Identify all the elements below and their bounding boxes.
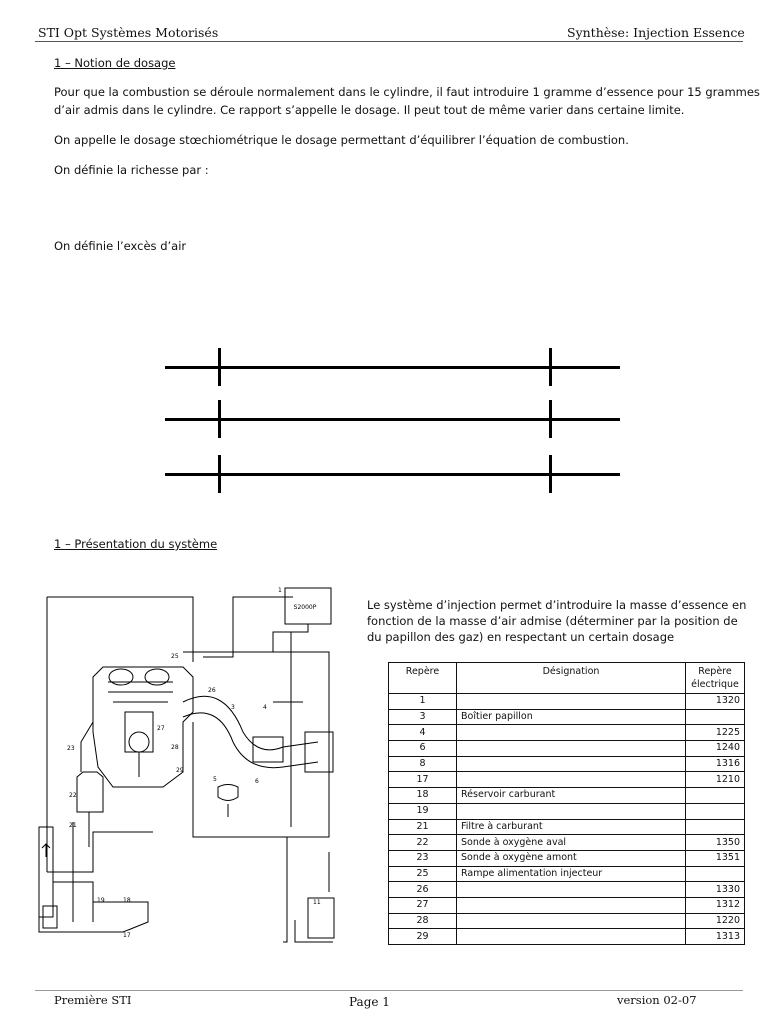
scale-tick-left-1	[218, 348, 221, 386]
cell-designation	[457, 725, 686, 741]
cell-repere: 28	[389, 913, 457, 929]
cell-designation	[457, 756, 686, 772]
col-header-repere-electrique: Repère électrique	[686, 663, 745, 694]
cell-repere: 18	[389, 788, 457, 804]
cell-designation: Réservoir carburant	[457, 788, 686, 804]
cell-repere-electrique: 1330	[686, 882, 745, 898]
cell-repere: 1	[389, 694, 457, 710]
section-heading-presentation: 1 – Présentation du système	[54, 537, 218, 551]
cell-designation: Rampe alimentation injecteur	[457, 866, 686, 882]
callout-11: 11	[313, 899, 321, 906]
system-description-line3: du papillon des gaz) en respectant un certain dosage	[367, 630, 675, 644]
cell-repere-electrique: 1210	[686, 772, 745, 788]
scale-tick-left-2	[218, 400, 221, 438]
col-header-repere: Repère	[389, 663, 457, 694]
table-row	[389, 882, 745, 898]
callout-6: 6	[255, 778, 259, 785]
callout-25: 25	[171, 653, 179, 660]
table-row	[389, 897, 745, 913]
header-divider	[35, 41, 743, 42]
cell-repere: 6	[389, 741, 457, 757]
scale-tick-right-1	[549, 348, 552, 386]
cell-designation	[457, 897, 686, 913]
cell-repere-electrique: 1316	[686, 756, 745, 772]
cell-designation	[457, 913, 686, 929]
table-row	[389, 913, 745, 929]
cell-repere-electrique	[686, 866, 745, 882]
callout-1: 1	[278, 587, 282, 594]
paragraph-richesse: On définie la richesse par :	[54, 163, 209, 177]
table-row	[389, 725, 745, 741]
cell-repere: 3	[389, 709, 457, 725]
table-row	[389, 835, 745, 851]
cell-repere: 4	[389, 725, 457, 741]
paragraph-dosage-line1: Pour que la combustion se déroule normalement dans le cylindre, il faut introduire 1 gramme d’essence pour 15 grammes	[54, 85, 760, 99]
callout-26: 26	[208, 687, 216, 694]
table-row	[389, 709, 745, 725]
callout-21: 21	[69, 822, 77, 829]
table-row	[389, 788, 745, 804]
cell-repere: 23	[389, 850, 457, 866]
cell-repere: 27	[389, 897, 457, 913]
injection-system-diagram	[33, 582, 351, 962]
cell-repere-electrique: 1350	[686, 835, 745, 851]
callout-27: 27	[157, 725, 165, 732]
cell-designation	[457, 772, 686, 788]
callout-4: 4	[263, 704, 267, 711]
paragraph-dosage-line2: d’air admis dans le cylindre. Ce rapport s’appelle le dosage. Il peut tout de même varier dans certaine limite.	[54, 103, 685, 117]
system-description-line1: Le système d’injection permet d’introduire la masse d’essence en	[367, 598, 747, 612]
cell-repere-electrique: 1225	[686, 725, 745, 741]
table-row	[389, 772, 745, 788]
scale-tick-right-3	[549, 455, 552, 493]
callout-19: 19	[97, 897, 105, 904]
scale-tick-left-3	[218, 455, 221, 493]
cell-repere: 21	[389, 819, 457, 835]
cell-repere: 29	[389, 929, 457, 945]
cell-designation	[457, 929, 686, 945]
callout-17: 17	[123, 932, 131, 939]
footer-class: Première STI	[54, 993, 132, 1007]
cell-repere-electrique	[686, 803, 745, 819]
cell-repere: 17	[389, 772, 457, 788]
header-subject: Synthèse: Injection Essence	[567, 25, 745, 40]
cell-designation: Sonde à oxygène aval	[457, 835, 686, 851]
footer-divider	[35, 990, 743, 991]
callout-18: 18	[123, 897, 131, 904]
cell-designation	[457, 882, 686, 898]
section-heading-dosage: 1 – Notion de dosage	[54, 56, 176, 70]
cell-designation: Sonde à oxygène amont	[457, 850, 686, 866]
cell-repere-electrique: 1351	[686, 850, 745, 866]
table-row	[389, 866, 745, 882]
col-header-designation: Désignation	[457, 663, 686, 694]
component-table	[388, 662, 745, 945]
cell-repere-electrique	[686, 709, 745, 725]
callout-22: 22	[69, 792, 77, 799]
header-title: STI Opt Systèmes Motorisés	[38, 25, 219, 40]
cell-designation	[457, 694, 686, 710]
cell-designation: Filtre à carburant	[457, 819, 686, 835]
table-row	[389, 850, 745, 866]
callout-29: 29	[176, 767, 184, 774]
cell-repere: 19	[389, 803, 457, 819]
ecu-label: S2000P	[293, 604, 317, 611]
cell-repere-electrique: 1240	[686, 741, 745, 757]
callout-3: 3	[231, 704, 235, 711]
catalytic-converter	[77, 772, 103, 812]
table-row	[389, 756, 745, 772]
table-row	[389, 741, 745, 757]
paragraph-exces-air: On définie l’excès d’air	[54, 239, 187, 253]
cell-designation	[457, 803, 686, 819]
cell-repere: 22	[389, 835, 457, 851]
footer-page-number: Page 1	[349, 995, 390, 1009]
callout-28: 28	[171, 744, 179, 751]
cell-repere-electrique: 1220	[686, 913, 745, 929]
footer-version: version 02-07	[617, 993, 697, 1007]
cell-repere: 8	[389, 756, 457, 772]
table-row	[389, 929, 745, 945]
cell-repere-electrique	[686, 819, 745, 835]
cell-repere-electrique: 1312	[686, 897, 745, 913]
callout-5: 5	[213, 776, 217, 783]
cell-repere: 26	[389, 882, 457, 898]
cell-repere-electrique: 1320	[686, 694, 745, 710]
system-description-line2: fonction de la masse d’air admise (déterminer par la position de	[367, 614, 738, 628]
cell-repere: 25	[389, 866, 457, 882]
callout-23: 23	[67, 745, 75, 752]
scale-tick-right-2	[549, 400, 552, 438]
table-row	[389, 803, 745, 819]
cell-designation	[457, 741, 686, 757]
cell-designation: Boîtier papillon	[457, 709, 686, 725]
table-row	[389, 694, 745, 710]
table-row	[389, 819, 745, 835]
cell-repere-electrique	[686, 788, 745, 804]
paragraph-stoechiometrique: On appelle le dosage stœchiométrique le dosage permettant d’équilibrer l’équation de combustion.	[54, 133, 629, 147]
cell-repere-electrique: 1313	[686, 929, 745, 945]
table-header-row	[389, 663, 745, 694]
